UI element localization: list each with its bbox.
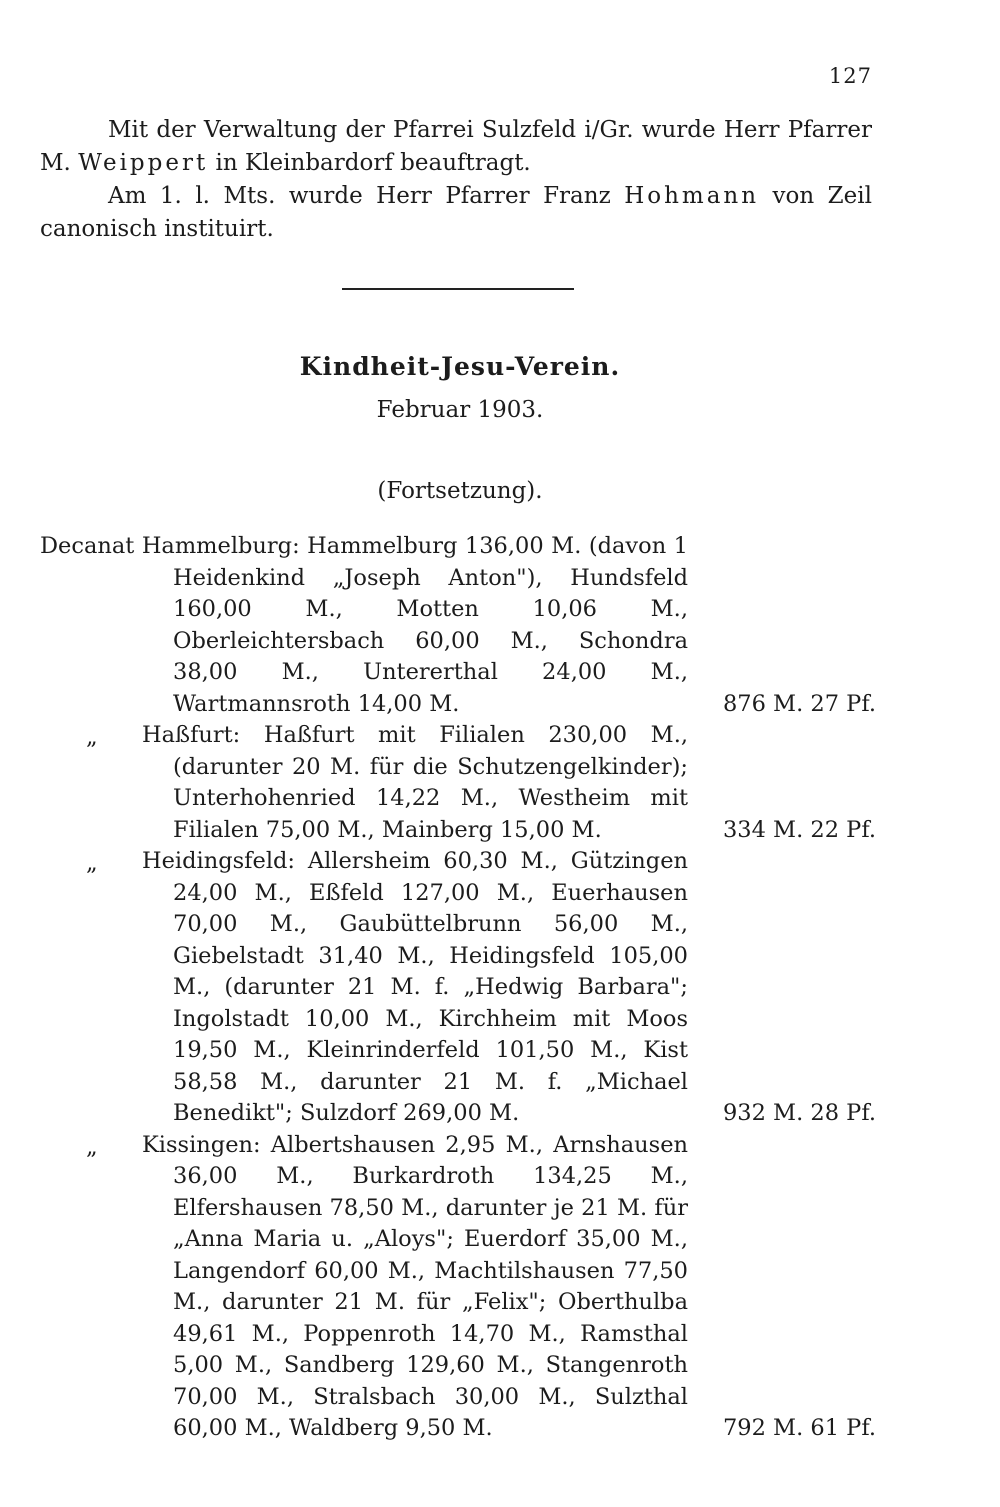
- list-item: [0, 531, 1000, 720]
- entry-text: Haßfurt: Haßfurt mit Filialen 230,00 M., (darunter 20 M. für die Schutzengelkinder); Unterhohenried 14,22 M., Westheim mit Filialen 75,00 M., Mainberg 15,00 M.: [142, 722, 688, 843]
- notice-paragraph-2: [40, 180, 872, 246]
- ditto-mark: „: [86, 724, 98, 750]
- section-continuation: (Fortsetzung).: [377, 478, 543, 504]
- entry-text: Kissingen: Albertshausen 2,95 M., Arnshausen 36,00 M., Burkardroth 134,25 M., Elfershausen 78,50 M., darunter je 21 M. für „Anna Maria u. „Aloys"; Euerdorf 35,00 M., Langendorf 60,00 M., Machtilshausen 77,50 M., darunter 21 M. für „Felix"; Oberthulba 49,61 M., Poppenroth 14,70 M., Ramsthal 5,00 M., Sandberg 129,60 M., Stangenroth 70,00 M., Stralsbach 30,00 M., Sulzthal 60,00 M., Waldberg 9,50 M.: [142, 1131, 688, 1441]
- list-item: [0, 720, 1000, 846]
- page-number: 127: [828, 64, 872, 88]
- list-item: [0, 1130, 1000, 1445]
- notice-1-name: Weippert: [78, 150, 209, 176]
- entry-sum: 876 M. 27 Pf.: [722, 690, 876, 717]
- entry-text: Heidingsfeld: Allersheim 60,30 M., Gützingen 24,00 M., Eßfeld 127,00 M., Euerhausen 70,00 M., Gaubüttelbrunn 56,00 M., Giebelstadt 31,40 M., Heidingsfeld 105,00 M., (darunter 21 M. f. „Hedwig Barbara"; Ingolstadt 10,00 M., Kirchheim mit Moos 19,50 M., Kleinrinderfeld 101,50 M., Kist 58,58 M., darunter 21 M. f. „Michael Benedikt"; Sulzdorf 269,00 M.: [142, 848, 688, 1126]
- notice-paragraph-1: [40, 114, 872, 180]
- notice-2-end: von Zeil canonisch instituirt.: [40, 183, 872, 242]
- entry-text: Decanat Hammelburg: Hammelburg 136,00 M. (davon 1 Heidenkind „Joseph Anton"), Hundsfeld 160,00 M., Motten 10,06 M., Oberleichtersbach 60,00 M., Schondra 38,00 M., Untererthal 24,00 M., Wartmannsroth 14,00 M.: [40, 533, 688, 717]
- entry-sum: 334 M. 22 Pf.: [722, 816, 876, 843]
- list-item: [0, 846, 1000, 1130]
- notice-2-text: Am 1. l. Mts. wurde Herr Pfarrer Franz: [108, 183, 611, 209]
- notice-1-end: in Kleinbardorf beauftragt.: [215, 150, 531, 176]
- notice-2-name: Hohmann: [624, 183, 760, 209]
- section-month: Februar 1903.: [376, 397, 544, 423]
- ditto-mark: „: [86, 1133, 98, 1160]
- notices: [40, 114, 872, 246]
- donation-list: [0, 531, 1000, 1445]
- section-divider: [342, 288, 574, 290]
- notice-1-text: Mit der Verwaltung der Pfarrei Sulzfeld i/Gr. wurde Herr Pfarrer M.: [40, 117, 872, 176]
- ditto-mark: „: [86, 850, 98, 876]
- entry-sum: 792 M. 61 Pf.: [722, 1415, 876, 1441]
- section-title: Kindheit-Jesu-Verein.: [299, 352, 621, 381]
- entry-sum: 932 M. 28 Pf.: [722, 1100, 876, 1126]
